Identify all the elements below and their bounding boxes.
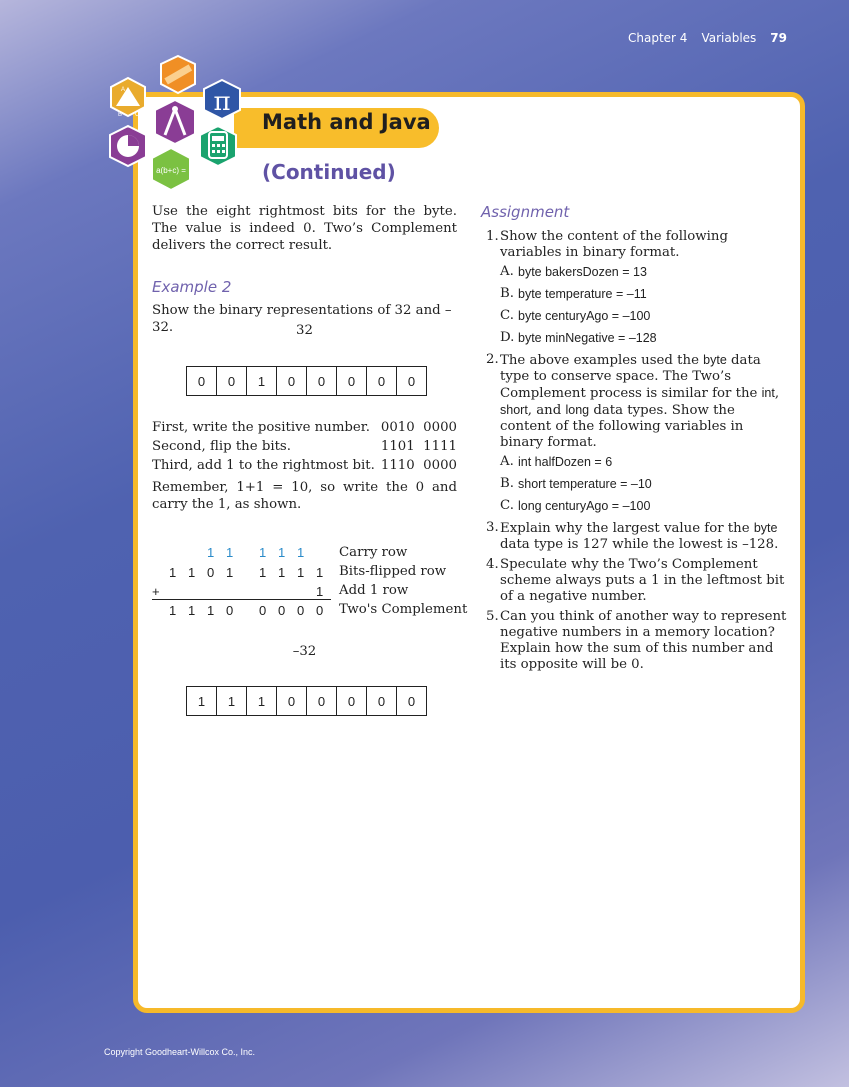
triangle-vertex-b: B xyxy=(118,112,123,118)
bit-cell: 0 xyxy=(337,367,367,395)
sub-letter: B. xyxy=(500,286,514,301)
item-number: 1. xyxy=(486,229,499,244)
text-run: , xyxy=(774,386,780,401)
page-number: 79 xyxy=(770,31,787,45)
positive-bit-box xyxy=(186,366,427,396)
step-text: First, write the positive number. xyxy=(152,420,370,435)
copyright-footer: Copyright Goodheart-Willcox Co., Inc. xyxy=(104,1047,256,1057)
sub-letter: A. xyxy=(500,454,514,469)
result-digit: 1 xyxy=(207,603,215,618)
sub-letter: D. xyxy=(500,330,515,345)
code-word: int xyxy=(761,386,775,400)
text-run: data type to conserve space. The Two’s Complement process is similar for the xyxy=(500,353,762,401)
code-text: byte bakersDozen = 13 xyxy=(518,265,647,279)
item-text xyxy=(500,521,778,552)
step-row xyxy=(152,437,457,456)
flipped-digit: 1 xyxy=(259,565,267,580)
bit-cell: 0 xyxy=(307,687,337,715)
formula-icon xyxy=(152,148,190,190)
bit-cell: 0 xyxy=(277,367,307,395)
ruler-icon xyxy=(161,56,195,93)
code-text: long centuryAgo = –100 xyxy=(518,499,651,513)
list-item xyxy=(481,609,787,673)
text-run: data types. Show the content of the following variables in binary format. xyxy=(500,403,744,450)
flipped-digit: 0 xyxy=(207,565,215,580)
bit-cell: 1 xyxy=(217,687,247,715)
code-word: short xyxy=(500,403,528,417)
triangle-vertex-a: A xyxy=(121,87,126,93)
item-text: Show the content of the following variables in binary format. xyxy=(500,229,728,260)
text-run: The above examples used the xyxy=(500,353,704,368)
flipped-digit: 1 xyxy=(278,565,286,580)
negative-label: –32 xyxy=(292,644,317,659)
code-word: byte xyxy=(703,353,727,367)
bit-cell: 1 xyxy=(247,687,277,715)
carry-digit: 1 xyxy=(278,545,286,560)
page-subtitle: (Continued) xyxy=(262,160,396,184)
code-word: long xyxy=(565,403,590,417)
add-digit: 1 xyxy=(316,584,324,599)
result-digit: 0 xyxy=(226,603,234,618)
assignment-heading: Assignment xyxy=(481,203,570,221)
item-number: 5. xyxy=(486,609,499,624)
example-heading: Example 2 xyxy=(152,278,232,296)
sub-letter: C. xyxy=(500,498,514,513)
bit-cell: 0 xyxy=(277,687,307,715)
carry-digit: 1 xyxy=(207,545,215,560)
step-row xyxy=(152,418,457,437)
compass-icon xyxy=(155,100,195,144)
code-text: byte temperature = –11 xyxy=(518,287,647,301)
bit-cell: 1 xyxy=(187,687,217,715)
code-text: byte minNegative = –128 xyxy=(518,331,657,345)
intro-paragraph: Use the eight rightmost bits for the byte. The value is indeed 0. Two’s Complement delivers the correct result. xyxy=(152,204,457,253)
formula-label: a(b+c) = xyxy=(156,166,186,175)
result-digit: 0 xyxy=(316,603,324,618)
result-digit: 0 xyxy=(259,603,267,618)
result-digit: 1 xyxy=(188,603,196,618)
bit-cell: 0 xyxy=(217,367,247,395)
result-digit: 1 xyxy=(169,603,177,618)
carry-digit: 1 xyxy=(259,545,267,560)
item-number: 4. xyxy=(486,557,499,572)
bit-cell: 0 xyxy=(407,693,416,709)
negative-bit-box xyxy=(186,686,427,716)
example-text: Show the binary representations of 32 and –32. xyxy=(152,303,452,335)
remember-note: Remember, 1+1 = 10, so write the 0 and carry the 1, as shown. xyxy=(152,480,457,512)
flipped-row-label: Bits-flipped row xyxy=(339,564,447,579)
sub-item xyxy=(500,454,787,471)
sub-item xyxy=(500,330,787,347)
sub-item xyxy=(500,264,787,281)
step-row xyxy=(152,456,457,475)
plus-sign: + xyxy=(152,584,160,599)
triangle-vertex-c: C xyxy=(135,112,140,118)
item-text: Can you think of another way to represent negative numbers in a memory location? Explain how the sum of this number and its opposite will be 0. xyxy=(500,609,787,672)
code-word: byte xyxy=(753,521,778,535)
carry-digit: 1 xyxy=(297,545,305,560)
result-digit: 0 xyxy=(297,603,305,618)
flipped-digit: 1 xyxy=(297,565,305,580)
sub-list xyxy=(500,264,787,347)
sum-line xyxy=(152,599,331,600)
pi-symbol: π xyxy=(213,87,231,117)
bit-cell: 0 xyxy=(367,367,397,395)
sub-list xyxy=(500,454,787,515)
section-label: Variables xyxy=(701,31,757,45)
pi-icon xyxy=(204,80,240,119)
code-text: int halfDozen = 6 xyxy=(518,455,613,469)
assignment-list xyxy=(481,229,787,677)
add-row-label: Add 1 row xyxy=(339,583,409,598)
sub-item xyxy=(500,498,787,515)
text-run: data type is 127 while the lowest is –128. xyxy=(500,537,779,552)
chapter-label: Chapter 4 xyxy=(628,31,688,45)
list-item xyxy=(481,352,787,515)
list-item xyxy=(481,520,787,553)
text-run: , and xyxy=(527,403,566,418)
bit-cell: 0 xyxy=(367,687,397,715)
step-text: Second, flip the bits. xyxy=(152,439,291,454)
page-title: Math and Java xyxy=(262,110,431,134)
steps-list xyxy=(152,418,457,475)
sub-letter: B. xyxy=(500,476,514,491)
text-run: Explain why the largest value for the xyxy=(500,521,754,536)
step-value: 1101 1111 xyxy=(380,439,457,454)
bit-cell: 1 xyxy=(247,367,277,395)
code-text: byte centuryAgo = –100 xyxy=(518,309,651,323)
step-value: 1110 0000 xyxy=(380,458,457,473)
sub-item xyxy=(500,308,787,325)
calculator-icon xyxy=(200,126,236,166)
item-number: 3. xyxy=(486,520,499,535)
item-text xyxy=(500,353,779,450)
step-text: Third, add 1 to the rightmost bit. xyxy=(152,458,375,473)
carry-row-label: Carry row xyxy=(339,545,408,560)
bit-cell: 0 xyxy=(307,367,337,395)
carry-digit: 1 xyxy=(226,545,234,560)
sub-letter: A. xyxy=(500,264,514,279)
code-text: short temperature = –10 xyxy=(518,477,652,491)
page-header xyxy=(628,31,787,45)
bit-cell: 0 xyxy=(337,687,367,715)
bit-cell: 0 xyxy=(407,373,416,389)
list-item xyxy=(481,557,787,605)
triangle-icon xyxy=(111,78,145,118)
positive-label: 32 xyxy=(296,323,313,338)
list-item xyxy=(481,229,787,347)
pie-chart-icon xyxy=(110,126,146,166)
flipped-digit: 1 xyxy=(316,565,324,580)
sub-item xyxy=(500,476,787,493)
flipped-digit: 1 xyxy=(226,565,234,580)
sub-item xyxy=(500,286,787,303)
flipped-digit: 1 xyxy=(188,565,196,580)
item-number: 2. xyxy=(486,352,499,367)
item-text: Speculate why the Two’s Complement scheme always puts a 1 in the leftmost bit of a negative number. xyxy=(500,557,785,604)
result-row-label: Two's Complement xyxy=(339,602,468,617)
math-icon-cluster xyxy=(100,54,250,194)
bit-cell: 0 xyxy=(187,367,217,395)
sub-letter: C. xyxy=(500,308,514,323)
flipped-digit: 1 xyxy=(169,565,177,580)
result-digit: 0 xyxy=(278,603,286,618)
step-value: 0010 0000 xyxy=(380,420,457,435)
